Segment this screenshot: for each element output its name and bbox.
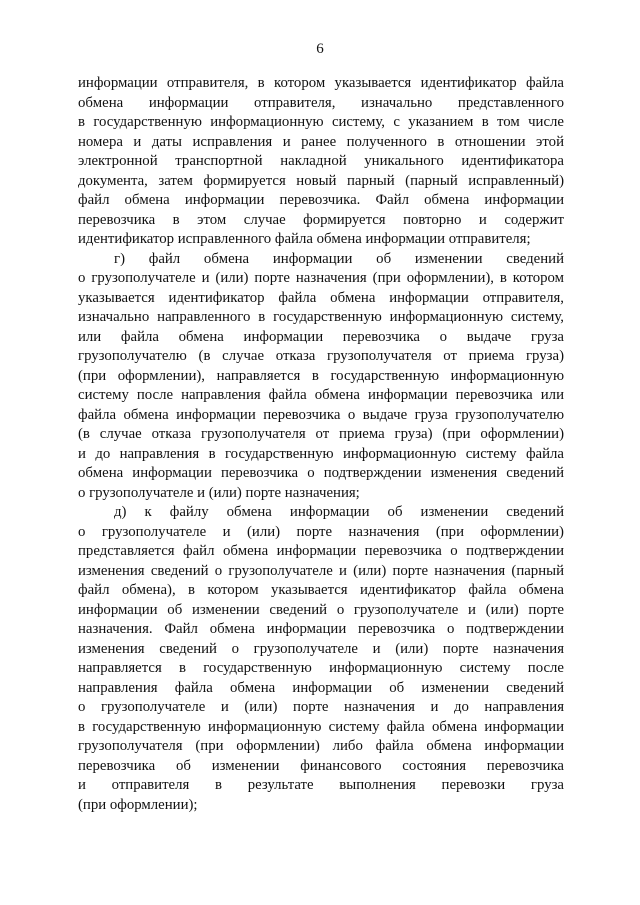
text-line: изначально направленного в государственную информационную систему, xyxy=(78,309,564,325)
text-line: (в случае отказа грузополучателя от приема груза) (при оформлении) xyxy=(78,426,564,442)
text-line: изменения сведений о грузополучателе и (или) порте назначения (парный xyxy=(78,562,564,579)
text-line: грузополучателю (в случае отказа грузополучателя от приема груза) xyxy=(78,348,564,364)
text-line: о грузополучателе и (или) порте назначения и до направления xyxy=(78,699,564,715)
text-line: файл обмена), в котором указывается идентификатор файла обмена xyxy=(78,582,564,598)
text-line: направления файла обмена информации об изменении сведений xyxy=(78,679,564,696)
page-number: 6 xyxy=(316,41,324,57)
text-line: электронной транспортной накладной уникального идентификатора xyxy=(78,153,564,169)
text-line: указывается идентификатор файла обмена информации отправителя, xyxy=(78,289,564,306)
text-line: изменения сведений о грузополучателе и (или) порте назначения xyxy=(78,640,564,657)
text-line: информации отправителя, в котором указывается идентификатор файла xyxy=(78,75,564,91)
text-line: грузополучателя (при оформлении) либо файла обмена информации xyxy=(78,738,564,754)
text-line: файла обмена информации перевозчика о выдаче груза грузополучателю xyxy=(78,406,564,423)
text-line: идентификатор исправленного файла обмена информации отправителя; xyxy=(78,231,531,247)
text-line: систему после направления файла обмена информации перевозчика или xyxy=(78,387,564,403)
text-line: г) файл обмена информации об изменении сведений xyxy=(114,250,564,267)
text-line: обмена информации отправителя, изначально представленного xyxy=(78,94,564,111)
text-line: документа, затем формируется новый парный (парный исправленный) xyxy=(78,172,564,189)
text-line: о грузополучателе и (или) порте назначения; xyxy=(78,484,360,501)
text-line: обмена информации перевозчика о подтверждении изменения сведений xyxy=(78,465,564,481)
text-line: или файла обмена информации перевозчика о выдаче груза xyxy=(78,328,564,345)
text-line: д) к файлу обмена информации об изменении сведений xyxy=(114,504,564,520)
text-line: в государственную информационную систему файла обмена информации xyxy=(78,718,564,735)
text-line: и до направления в государственную информационную систему файла xyxy=(78,445,564,462)
text-line: номера и даты исправления и ранее полученного в отношении этой xyxy=(78,133,564,150)
text-line: информации об изменении сведений о грузополучателе и (или) порте xyxy=(78,601,564,618)
text-line: в государственную информационную систему, с указанием в том числе xyxy=(78,114,564,130)
text-line: (при оформлении); xyxy=(78,796,198,813)
text-line: файл обмена информации перевозчика. Файл обмена информации xyxy=(78,192,564,208)
text-line: о грузополучателе и (или) порте назначения (при оформлении) xyxy=(78,523,564,540)
text-line: и отправителя в результате выполнения перевозки груза xyxy=(78,777,564,793)
text-line: перевозчика об изменении финансового состояния перевозчика xyxy=(78,757,564,774)
body-text xyxy=(78,74,564,815)
text-line: назначения. Файл обмена информации перевозчика о подтверждении xyxy=(78,621,564,637)
text-line: представляется файл обмена информации перевозчика о подтверждении xyxy=(78,543,564,559)
text-line: перевозчика в этом случае формируется повторно и содержит xyxy=(78,211,564,228)
text-line: о грузополучателе и (или) порте назначения (при оформлении), в котором xyxy=(78,270,564,286)
text-line: (при оформлении), направляется в государственную информационную xyxy=(78,367,564,384)
text-line: направляется в государственную информационную систему после xyxy=(78,660,564,676)
